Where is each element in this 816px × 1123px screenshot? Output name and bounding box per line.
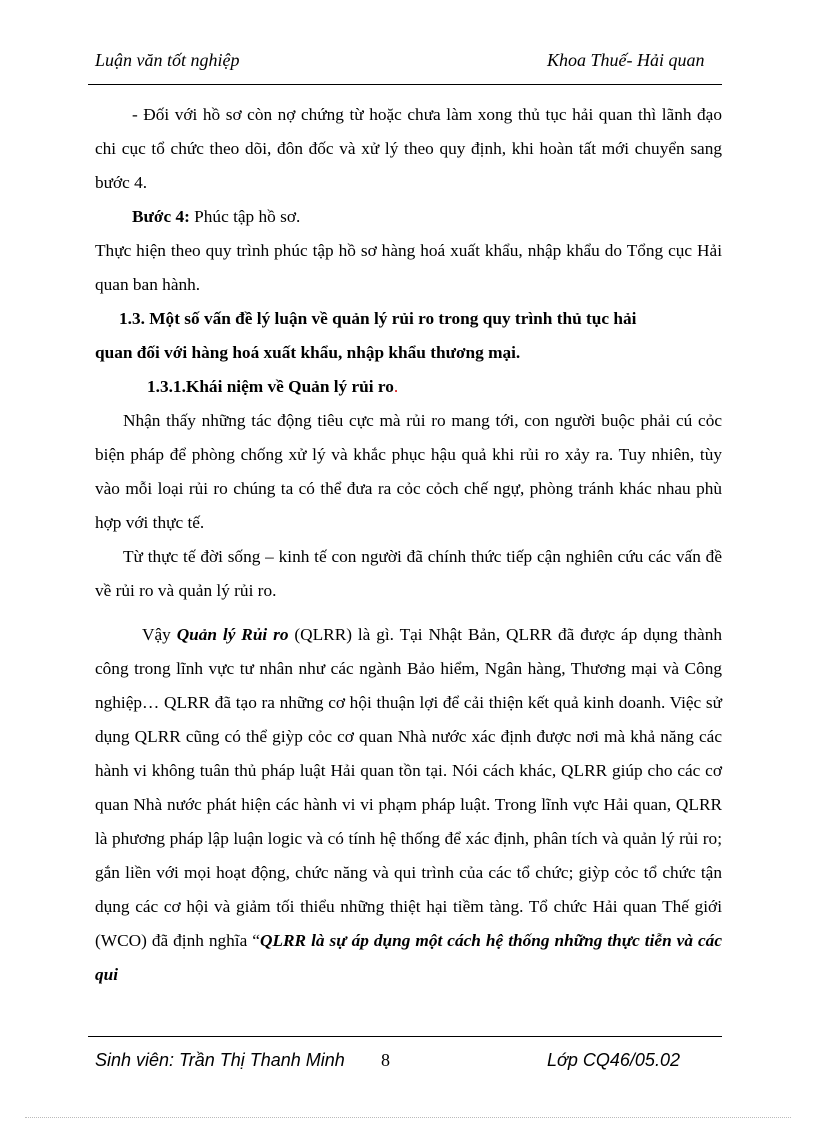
term-qlrr: Quản lý Rủi ro xyxy=(176,625,289,644)
paragraph-3: Thực hiện theo quy trình phúc tập hồ sơ hàng hoá xuất khẩu, nhập khẩu do Tổng cục Hải quan ban hành. xyxy=(95,241,722,294)
footer-class: Lớp CQ46/05.02 xyxy=(547,1050,680,1070)
step-4 xyxy=(95,200,722,234)
header-right: Khoa Thuế- Hải quan xyxy=(547,50,705,70)
section-heading-1-3-line2: quan đối với hàng hoá xuất khẩu, nhập khẩu thương mại. xyxy=(95,343,521,362)
paragraph-6-body: (QLRR) là gì. Tại Nhật Bản, QLRR đã được áp dụng thành công trong lĩnh vực tư nhân như các ngành Bảo hiểm, Ngân hàng, Thương mại và Công nghiệp… QLRR đã tạo ra những cơ hội thuận lợi để cải thiện kết quả kinh doanh. Việc sử dụng QLRR cũng có thể giỳp cỏc cơ quan Nhà nước xác định được nơi mà khả năng các hành vi không tuân thủ pháp luật Hải quan tồn tại. Nói cách khác, QLRR giúp cho các cơ quan Nhà nước phát hiện các hành vi vi phạm pháp luật. Trong lĩnh vực Hải quan, QLRR là phương pháp lập luận logic và có tính hệ thống để xác định, phân tích và quản lý rủi ro; gắn liền với mọi hoạt động, chức năng và qui trình của các tổ chức; giỳp cỏc tổ chức tận dụng các cơ hội và giảm tối thiểu những thiệt hại tiềm tàng. Tổ chức Hải quan Thế giới (WCO) đã định nghĩa “ xyxy=(95,625,722,950)
page-body xyxy=(95,98,722,992)
wco-definition-quote: QLRR là sự áp dụng một cách hệ thống những thực tiễn và các qui xyxy=(95,931,722,984)
paragraph-6-start: Vậy xyxy=(142,625,177,644)
paragraph-6 xyxy=(95,618,722,992)
step-4-label: Bước 4: xyxy=(132,207,190,226)
page-number: 8 xyxy=(381,1050,390,1070)
subsection-heading-text: 1.3.1.Khái niệm về Quản lý rủi ro xyxy=(147,377,394,396)
section-heading-1-3-line1: 1.3. Một số vấn đề lý luận về quản lý rủi ro trong quy trình thủ tục hải xyxy=(119,309,637,328)
paragraph-1: - Đối với hồ sơ còn nợ chứng từ hoặc chưa làm xong thủ tục hải quan thì lãnh đạo chi cục tổ chức theo dõi, đôn đốc và xử lý theo quy định, khi hoàn tất mới chuyển sang bước 4. xyxy=(95,105,722,192)
subsection-heading-1-3-1 xyxy=(95,370,722,404)
subsection-heading-dot: . xyxy=(393,377,399,396)
paragraph-5: Từ thực tế đời sống – kinh tế con người đã chính thức tiếp cận nghiên cứu các vấn đề về rủi ro và quản lý rủi ro. xyxy=(95,547,722,600)
footer-student: Sinh viên: Trần Thị Thanh Minh xyxy=(95,1050,345,1070)
page-edge-dotted-line xyxy=(25,1117,791,1118)
footer-rule xyxy=(88,1036,722,1037)
header-rule xyxy=(88,84,722,85)
header-left: Luận văn tốt nghiệp xyxy=(95,50,240,70)
step-4-text: Phúc tập hồ sơ. xyxy=(189,207,301,226)
paragraph-4: Nhận thấy những tác động tiêu cực mà rủi ro mang tới, con người buộc phải cú cỏc biện pháp để phòng chống xử lý và khắc phục hậu quả khi rủi ro xảy ra. Tuy nhiên, tùy vào mỗi loại rủi ro chúng ta có thể đưa ra cỏc cỏch chế ngự, phòng tránh khác nhau phù hợp với thực tế. xyxy=(95,411,722,532)
paragraph-gap xyxy=(95,608,722,618)
